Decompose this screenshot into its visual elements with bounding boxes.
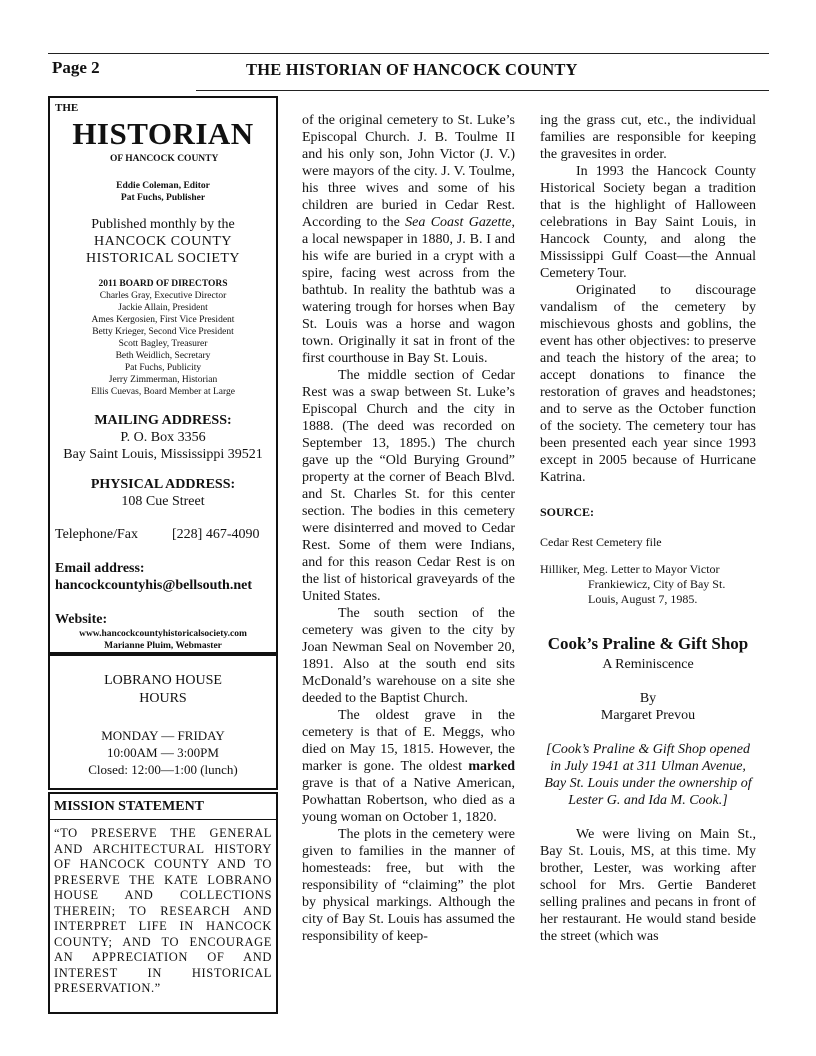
mailing-line1: P. O. Box 3356 [120, 430, 206, 445]
col2-paragraph: The middle section of Cedar Rest was a swap between St. Luke’s Episcopal Church and the city in 1888. (The deed was recorded on September 13, 1895.) The church gave up the “Old Burying Ground” property at the corner of Beach Blvd. and St. Charles St. for this center section. The bodies in this cemetery were disinterred and moved to Cedar Rest. Some of them were Indians, and for this reason Cedar Rest is on the list of historical graveyards of the United States. [302, 368, 515, 604]
publisher-credit: Pat Fuchs, Publisher [120, 193, 206, 203]
board-member: Jerry Zimmerman, Historian [108, 375, 218, 385]
masthead-subtitle: OF HANCOCK COUNTY [110, 154, 219, 164]
phone-label: Telephone/Fax [55, 527, 138, 542]
col2-p1-text-cont: , a local newspaper in 1880, J. B. I and his wife are buried in a crypt with a spire, facing west across from the bathtub. In reality the bathtub was a watering trough for horses when Bay St. Louis was a horse and wagon town. Originally it sat in front of the first courthouse in Bay St. Louis. [302, 215, 515, 366]
col2-p1-text: of the original cemetery to St. Luke’s Episcopal Church. J. B. Toulme II and his only son, John Victor (J. V.) were mayors of the city. J. V. Toulme, his three wives and some of his children are buried in Cedar Rest. According to the [302, 113, 515, 230]
hours-times: 10:00AM — 3:00PM [107, 745, 219, 760]
hours-title-line1: LOBRANO HOUSE [104, 673, 222, 688]
masthead-box [48, 96, 278, 654]
mission-body: “TO PRESERVE THE GENERAL AND ARCHITECTURAL HISTORY OF HANCOCK COUNTY AND TO PRESERVE THE KATE LOBRANO HOUSE AND COLLECTIONS THEREIN; TO RESEARCH AND INTERPRET LIFE IN HANCOCK COUNTY; AND TO ENCOURAGE AN APPRECIATION OF AND INTEREST IN HISTORICAL PRESERVATION.” [54, 826, 272, 995]
board-member: Ellis Cuevas, Board Member at Large [91, 387, 235, 397]
board-member: Ames Kergosien, First Vice President [91, 315, 235, 325]
phone-number: [228] 467-4090 [172, 527, 260, 542]
board-heading: 2011 BOARD OF DIRECTORS [98, 279, 228, 289]
board-member: Pat Fuchs, Publicity [124, 363, 202, 373]
board-member: Beth Weidlich, Secretary [115, 351, 211, 361]
mailing-line2: Bay Saint Louis, Mississippi 39521 [63, 447, 263, 462]
article-subtitle: A Reminiscence [602, 657, 694, 672]
editor-credit: Eddie Coleman, Editor [116, 181, 210, 191]
col2-paragraph [302, 112, 515, 367]
col3-paragraph: Originated to discourage vandalism of the cemetery by mischievous ghosts and goblins, the event has other objectives: to preserve and teach the history of the area; to accept donations to finance the restoration of graves and headstones; and to serve as the October function of the society. The cemetery tour has been presented each year since 1993 except in 2005 because of Hurricane Katrina. [540, 283, 756, 485]
source-heading: SOURCE: [540, 505, 595, 519]
page-number: Page 2 [52, 58, 100, 77]
physical-heading: PHYSICAL ADDRESS: [90, 477, 236, 492]
emphasis-marked: marked [468, 759, 515, 774]
hours-days: MONDAY — FRIDAY [101, 728, 225, 743]
col3-paragraph: ing the grass cut, etc., the individual families are responsible for keeping the gravesites in order. [540, 113, 756, 162]
source-entry: Hilliker, Meg. Letter to Mayor Victor Frankiewicz, City of Bay St. Louis, August 7, 1985. [540, 562, 726, 606]
newspaper-name: Sea Coast Gazette [405, 215, 512, 230]
website-url[interactable]: www.hancockcountyhistoricalsociety.com [79, 629, 247, 639]
hours-closed: Closed: 12:00—1:00 (lunch) [88, 762, 238, 777]
col2-paragraph [302, 707, 515, 826]
mission-box [48, 792, 278, 1014]
editor-note: [Cook’s Praline & Gift Shop opened in July 1941 at 311 Ulman Avenue, Bay St. Louis under the ownership of Lester G. and Ida M. Cook.] [544, 742, 752, 808]
website-label: Website: [55, 612, 108, 627]
board-member: Scott Bagley, Treasurer [118, 339, 208, 349]
byline-author: Margaret Prevou [600, 708, 696, 723]
article-title: Cook’s Praline & Gift Shop [547, 634, 749, 653]
masthead-the: THE [55, 102, 79, 114]
col2-paragraph: The plots in the cemetery were given to families in the manner of homesteads: free, but with the responsibility of “claiming” the plot by physical markings. Although the city of Bay St. Louis has assumed the responsibility of keep- [302, 827, 515, 944]
masthead-title: HISTORIAN [72, 116, 254, 151]
physical-line1: 108 Cue Street [121, 494, 205, 509]
header-rule-bottom [196, 90, 769, 91]
publication-title: THE HISTORIAN OF HANCOCK COUNTY [246, 60, 578, 79]
article-column-3 [540, 112, 756, 945]
mailing-heading: MAILING ADDRESS: [94, 413, 232, 428]
society-name-line2: HISTORICAL SOCIETY [85, 251, 241, 266]
col2-p4-text: The oldest grave in the cemetery is that of E. Meggs, who died on May 15, 1815. However, the marker is gone. The oldest [302, 708, 515, 774]
source-entry: Cedar Rest Cemetery file [540, 535, 662, 549]
article-column-2 [302, 112, 515, 945]
society-name-line1: HANCOCK COUNTY [93, 234, 233, 249]
header-rule-top [48, 53, 769, 54]
byline-by: By [639, 691, 657, 706]
col2-paragraph: The south section of the cemetery was given to the city by Joan Newman Seal on November 20, 1891. Also at the south end sits McDonald’s warehouse on a site she deeded to the Baptist Church. [302, 606, 515, 706]
board-member: Betty Krieger, Second Vice President [92, 327, 234, 337]
col3-paragraph: We were living on Main St., Bay St. Louis, MS, at this time. My brother, Lester, was working after school for Mrs. Gertie Banderet selling pralines and pecans in front of her restaurant. He would stand beside the street (which was [540, 827, 756, 944]
col2-p4-text-cont: grave is that of a Native American, Powhattan Robertson, who died as a young woman on October 1, 1820. [302, 776, 515, 825]
mission-title: MISSION STATEMENT [54, 799, 205, 814]
webmaster-credit: Marianne Pluim, Webmaster [104, 641, 222, 651]
email-address[interactable]: hancockcountyhis@bellsouth.net [55, 578, 253, 593]
email-label: Email address: [55, 561, 145, 576]
col3-paragraph: In 1993 the Hancock County Historical Society began a tradition that is the highlight of Halloween celebrations in Bay Saint Louis, in Hancock County, and along the Mississippi Gulf Coast—the Annual Cemetery Tour. [540, 164, 756, 281]
published-by: Published monthly by the [91, 217, 235, 232]
hours-box [48, 654, 278, 790]
board-member: Charles Gray, Executive Director [99, 291, 227, 301]
hours-title-line2: HOURS [139, 691, 187, 706]
board-member: Jackie Allain, President [118, 303, 208, 313]
